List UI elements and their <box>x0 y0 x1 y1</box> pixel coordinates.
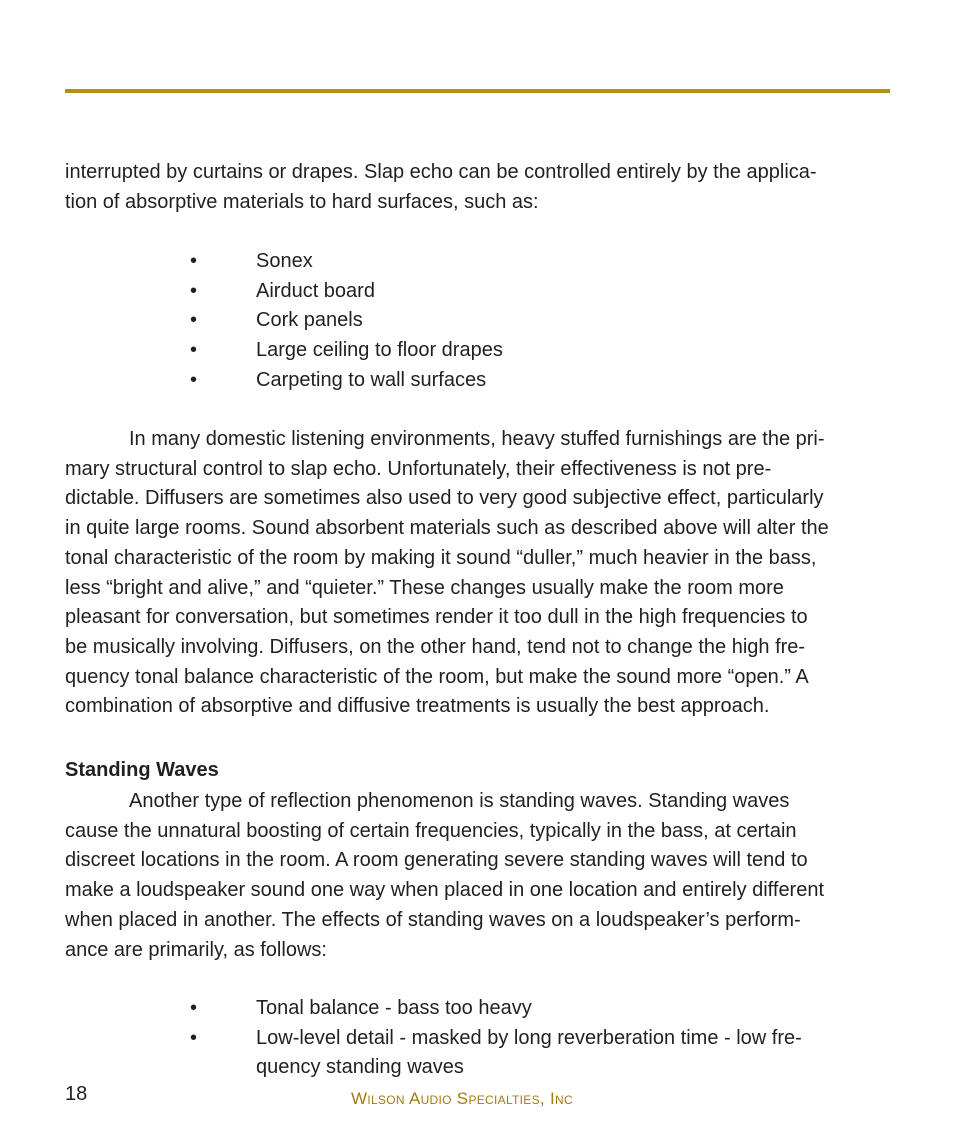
list-item: • Tonal balance - bass too heavy <box>190 994 802 1024</box>
list-item: • Cork panels <box>190 306 503 336</box>
bullet-icon: • <box>190 250 198 272</box>
bullet-icon: • <box>190 1026 198 1049</box>
header-rule <box>65 89 890 93</box>
text-line: make a loudspeaker sound one way when placed in one location and entirely different <box>65 879 825 902</box>
standing-wave-effects-list <box>190 994 802 1083</box>
list-item: • Large ceiling to floor drapes <box>190 336 503 366</box>
text-line: less “bright and alive,” and “quieter.” These changes usually make the room more <box>65 576 784 599</box>
treatment-paragraph <box>65 425 891 722</box>
text-line: dictable. Diffusers are sometimes also used to very good subjective effect, particularly <box>65 487 824 510</box>
text-line: pleasant for conversation, but sometimes render it too dull in the high frequencies to <box>65 606 808 629</box>
text-line: interrupted by curtains or drapes. Slap echo can be controlled entirely by the applica- <box>65 161 817 183</box>
bullet-icon: • <box>190 279 198 302</box>
text-line: ance are primarily, as follows: <box>65 938 327 961</box>
bullet-icon: • <box>190 339 198 362</box>
intro-paragraph <box>65 158 891 217</box>
list-item: • Carpeting to wall surfaces <box>190 366 503 396</box>
absorptive-materials-list <box>190 247 503 396</box>
text-line: when placed in another. The effects of standing waves on a loudspeaker’s perform- <box>65 908 801 931</box>
page-number: 18 <box>65 1083 88 1105</box>
text-line: cause the unnatural boosting of certain frequencies, typically in the bass, at certain <box>65 819 797 842</box>
text-line: combination of absorptive and diffusive treatments is usually the best approach. <box>65 695 770 718</box>
text-line: be musically involving. Diffusers, on the other hand, tend not to change the high fre- <box>65 635 806 658</box>
text-line: discreet locations in the room. A room generating severe standing waves will tend to <box>65 849 808 872</box>
text-line: tion of absorptive materials to hard surfaces, such as: <box>65 190 539 213</box>
standing-waves-paragraph <box>65 787 891 965</box>
list-item: • Airduct board <box>190 277 503 307</box>
bullet-icon: • <box>190 368 198 391</box>
list-item: • Sonex <box>190 247 503 277</box>
text-line: Another type of reflection phenomenon is standing waves. Standing waves <box>129 790 790 812</box>
text-line: quency tonal balance characteristic of the room, but make the sound more “open.” A <box>65 665 809 688</box>
bullet-icon: • <box>190 997 198 1019</box>
text-line: in quite large rooms. Sound absorbent materials such as described above will alter the <box>65 517 829 540</box>
text-line: mary structural control to slap echo. Unfortunately, their effectiveness is not pre- <box>65 457 772 480</box>
list-item: • Low-level detail - masked by long reverberation time - low fre- quency standing waves <box>190 1024 802 1083</box>
section-heading: Standing Waves <box>65 759 219 781</box>
text-line: tonal characteristic of the room by making it sound “duller,” much heavier in the bass, <box>65 546 817 569</box>
footer-company-name: Wilson Audio Specialties, Inc <box>351 1089 573 1108</box>
bullet-icon: • <box>190 309 198 332</box>
text-line: In many domestic listening environments, heavy stuffed furnishings are the pri- <box>129 428 825 450</box>
